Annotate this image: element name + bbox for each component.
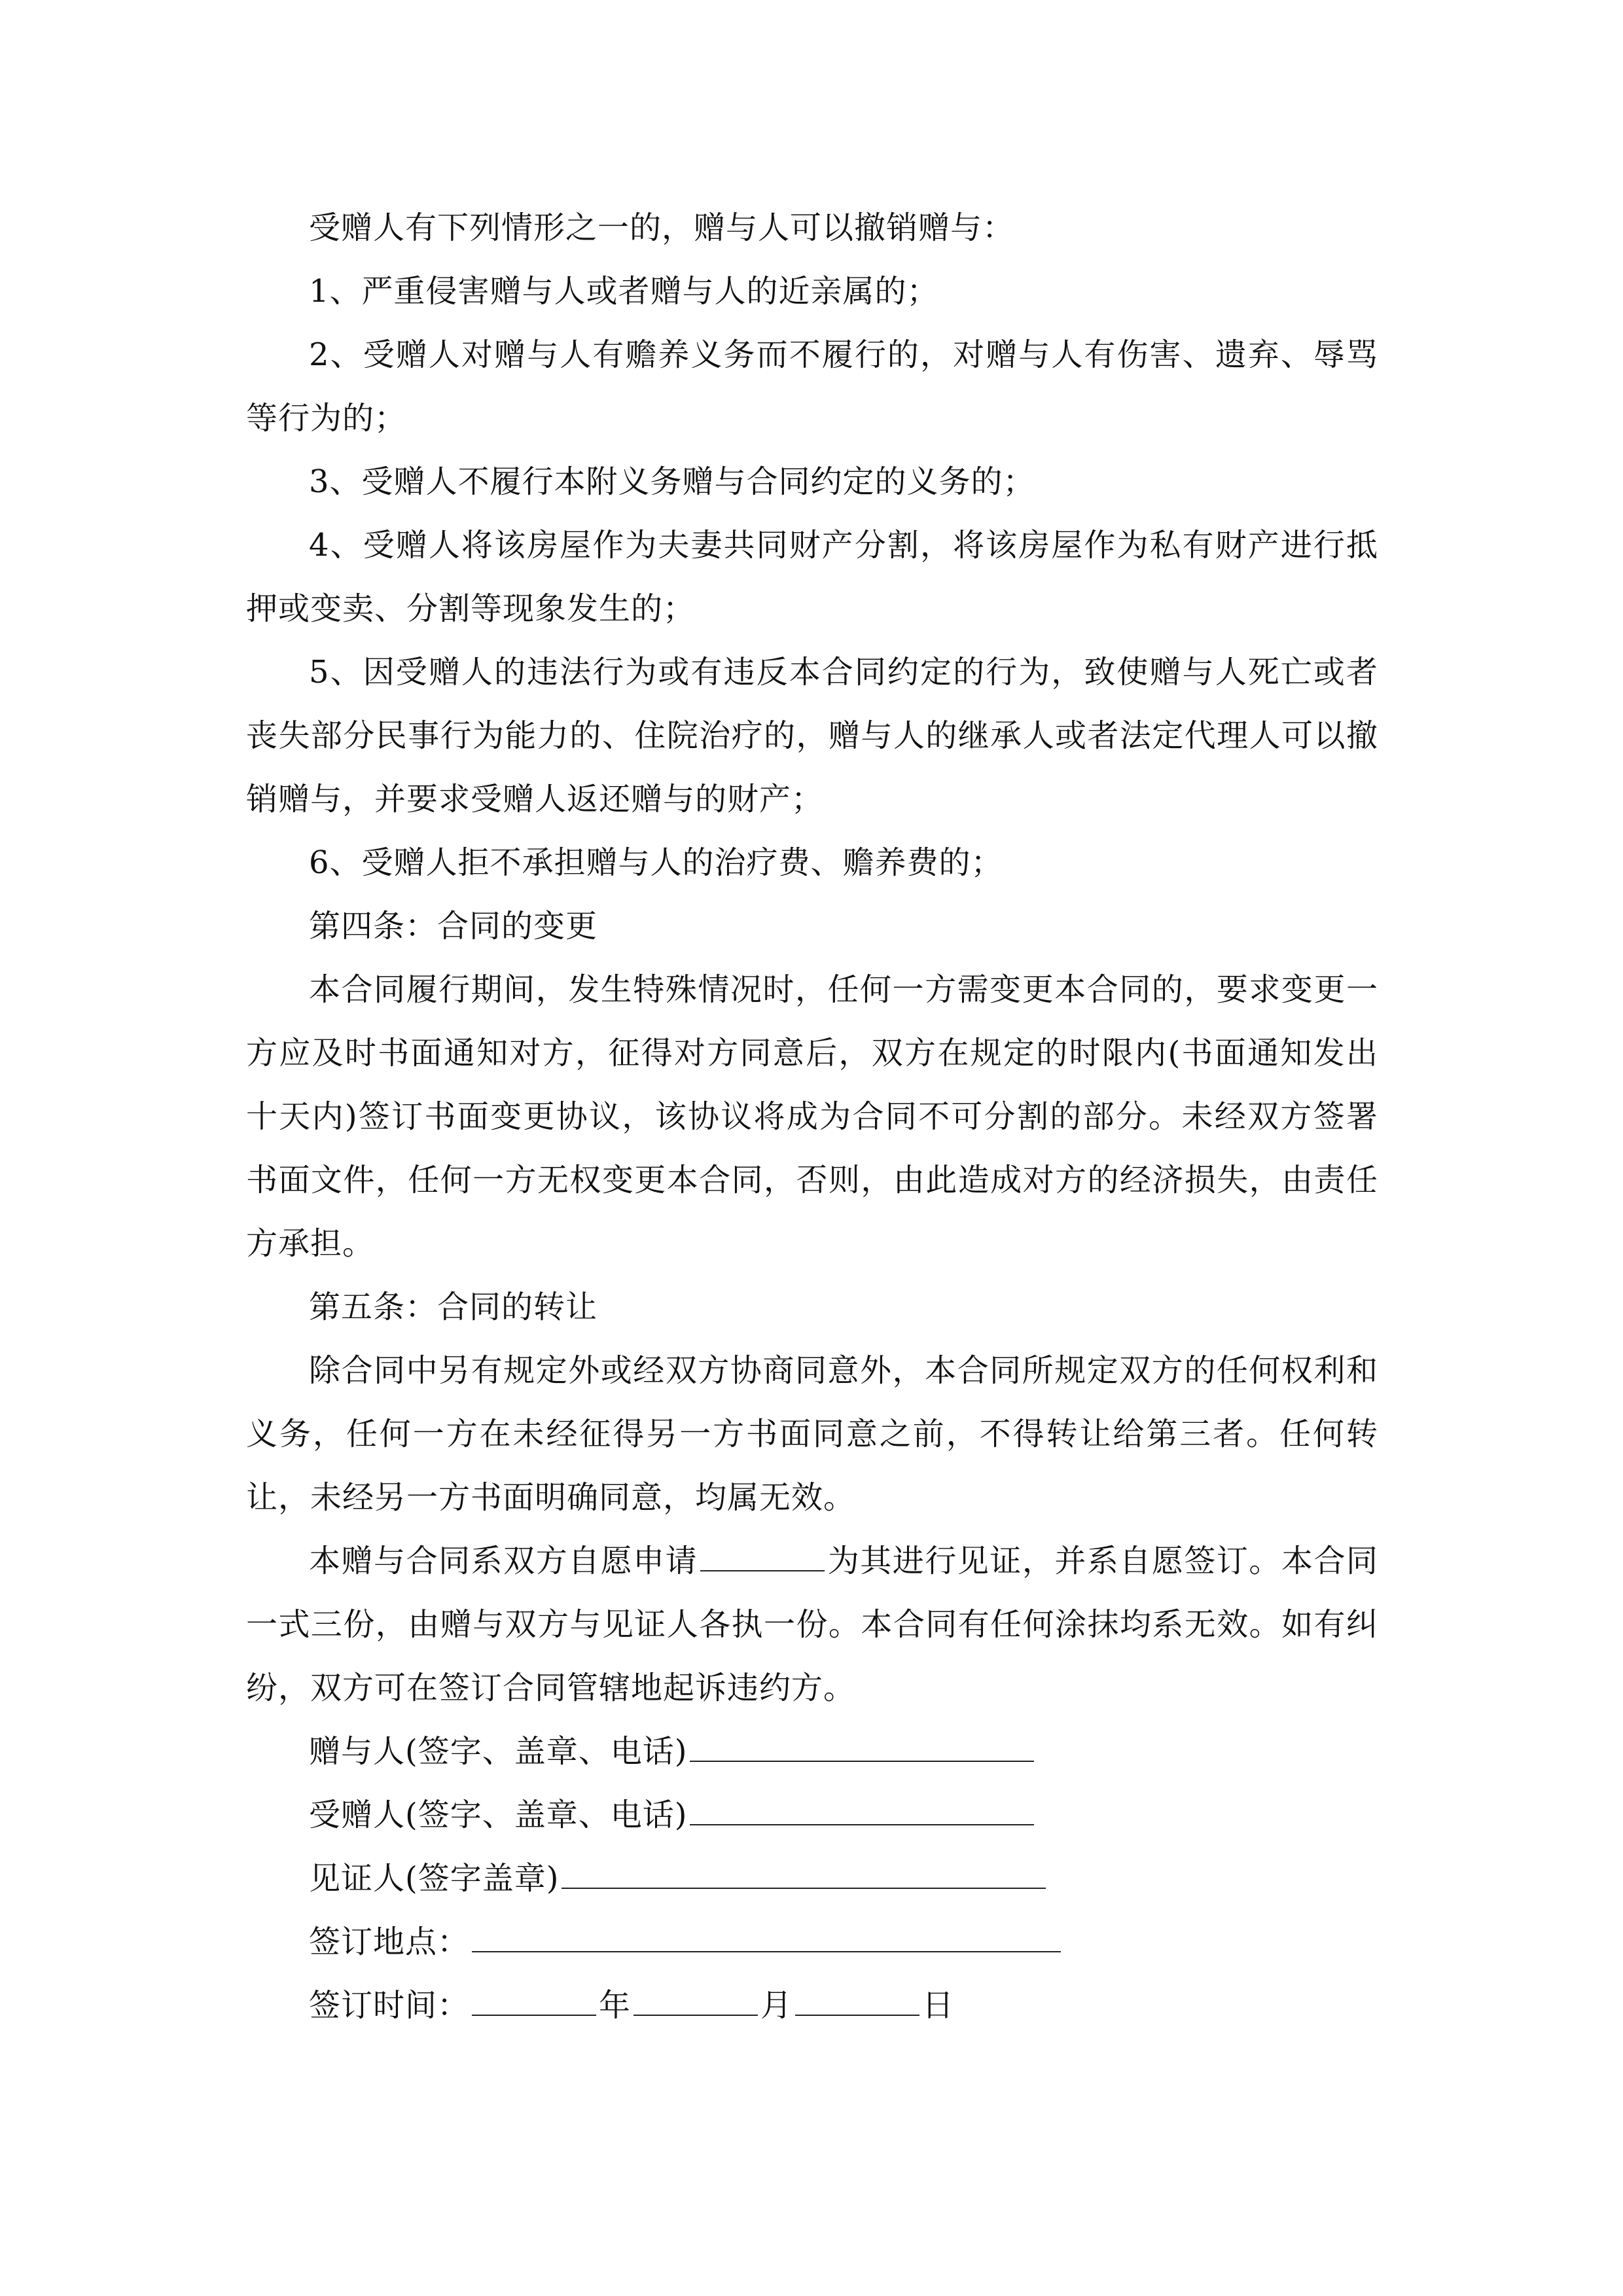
article-4-title: 第四条：合同的变更	[309, 908, 598, 944]
month-label: 月	[760, 1987, 793, 2024]
sign-place-label: 签订地点：	[309, 1924, 470, 1960]
witness-org-blank[interactable]	[700, 1534, 825, 1571]
year-label: 年	[599, 1987, 632, 2024]
article-5-title: 第五条：合同的转让	[309, 1289, 598, 1325]
day-label: 日	[922, 1987, 955, 2024]
donor-signature-blank[interactable]	[690, 1724, 1034, 1762]
sign-place-blank[interactable]	[472, 1914, 1061, 1952]
donee-signature-label: 受赠人(签字、盖章、电话)	[309, 1797, 688, 1833]
closing-text-part-1: 本赠与合同系双方自愿申请	[309, 1543, 698, 1579]
witness-signature-line	[246, 1847, 1378, 1910]
witness-signature-blank[interactable]	[562, 1851, 1046, 1889]
sign-month-blank[interactable]	[633, 1978, 758, 2016]
revoke-item-2: 2、受赠人对赠与人有赡养义务而不履行的，对赠与人有伤害、遗弃、辱骂等行为的；	[246, 336, 1378, 437]
sign-place-line	[246, 1910, 1378, 1974]
sign-time-line	[246, 1974, 1378, 2037]
donee-signature-line	[246, 1784, 1378, 1847]
revoke-intro: 受赠人有下列情形之一的，赠与人可以撤销赠与：	[309, 209, 1015, 246]
donor-signature-line	[246, 1720, 1378, 1784]
revoke-item-4: 4、受赠人将该房屋作为夫妻共同财产分割，将该房屋作为私有财产进行抵押或变卖、分割等现象发生的；	[246, 527, 1378, 627]
article-5-body: 除合同中另有规定外或经双方协商同意外，本合同所规定双方的任何权利和义务，任何一方在未经征得另一方书面同意之前，不得转让给第三者。任何转让，未经另一方书面明确同意，均属无效。	[246, 1352, 1378, 1516]
closing-text-part-2: 为其进行见证，并系自愿签订。本合同一式三份，由赠与双方与见证人各执一份。本合同有任何涂抹均系无效。如有纠纷，双方可在签订合同管辖地起诉违约方。	[246, 1543, 1378, 1706]
closing-paragraph	[246, 1530, 1378, 1720]
witness-signature-label: 见证人(签字盖章)	[309, 1860, 560, 1897]
revoke-item-3: 3、受赠人不履行本附义务赠与合同约定的义务的；	[309, 463, 1035, 500]
sign-year-blank[interactable]	[472, 1978, 596, 2016]
sign-day-blank[interactable]	[795, 1978, 919, 2016]
revoke-item-1: 1、严重侵害赠与人或者赠与人的近亲属的；	[309, 273, 939, 310]
donor-signature-label: 赠与人(签字、盖章、电话)	[309, 1733, 688, 1770]
document-body	[246, 196, 1378, 2037]
article-4-body: 本合同履行期间，发生特殊情况时，任何一方需变更本合同的，要求变更一方应及时书面通知对方，征得对方同意后，双方在规定的时限内(书面通知发出十天内)签订书面变更协议，该协议将成为合同不可分割的部分。未经双方签署书面文件，任何一方无权变更本合同，否则，由此造成对方的经济损失，由责任方承担。	[246, 971, 1378, 1262]
revoke-item-5: 5、因受赠人的违法行为或有违反本合同约定的行为，致使赠与人死亡或者丧失部分民事行为能力的、住院治疗的，赠与人的继承人或者法定代理人可以撤销赠与，并要求受赠人返还赠与的财产；	[246, 654, 1378, 817]
sign-time-label: 签订时间：	[309, 1987, 470, 2024]
donee-signature-blank[interactable]	[690, 1787, 1034, 1825]
revoke-item-6: 6、受赠人拒不承担赠与人的治疗费、赡养费的；	[309, 844, 1003, 881]
